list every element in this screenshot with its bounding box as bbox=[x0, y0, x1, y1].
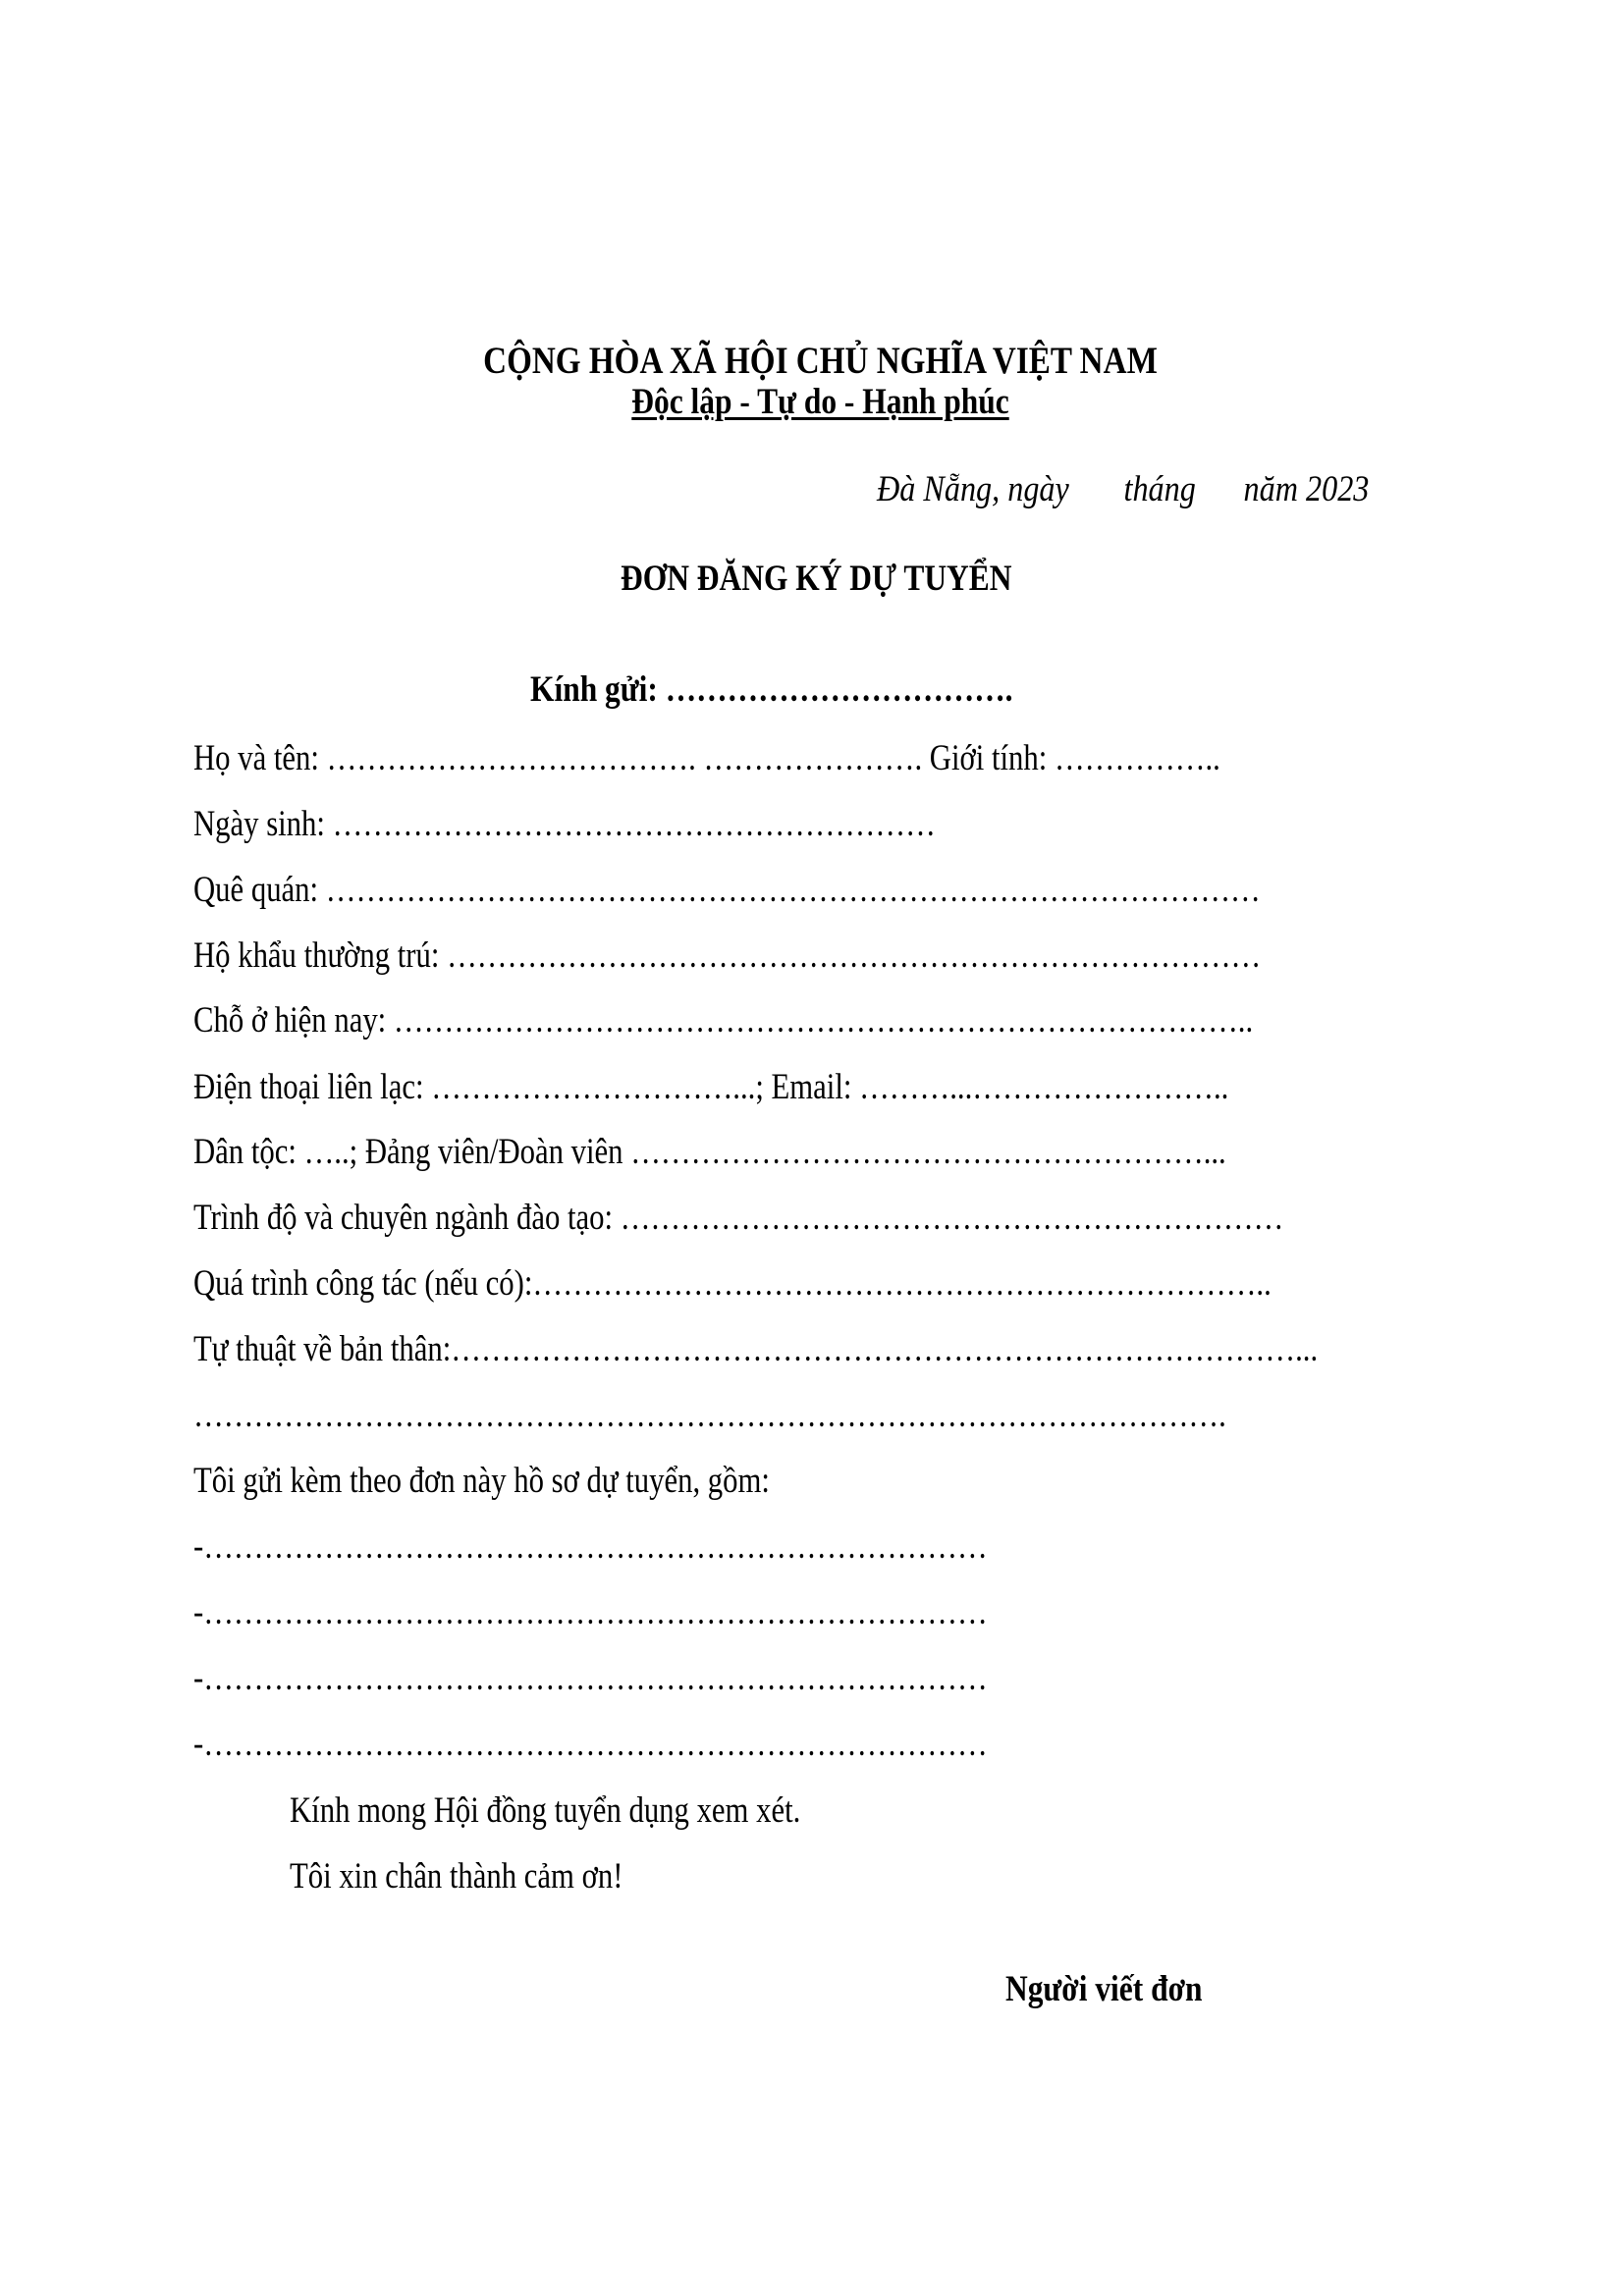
permanent-residence-blank[interactable]: ……………………………………………………………………… bbox=[447, 935, 1262, 976]
attachment-item[interactable]: -…………………………………………………………………… bbox=[193, 1592, 988, 1632]
document-title: ĐƠN ĐĂNG KÝ DỰ TUYỂN bbox=[621, 559, 1012, 599]
education-blank[interactable]: ………………………………………………………… bbox=[620, 1198, 1284, 1238]
self-description-label: Tự thuật về bản thân: bbox=[193, 1329, 452, 1369]
field-full-name bbox=[193, 740, 1220, 776]
recipient-line bbox=[530, 671, 1013, 708]
attachment-item[interactable]: -…………………………………………………………………… bbox=[193, 1724, 988, 1764]
full-name-label: Họ và tên: bbox=[193, 738, 319, 778]
gender-label: Giới tính: bbox=[929, 738, 1048, 778]
self-description-continuation[interactable]: …………………………………………………………………………………………. bbox=[193, 1395, 1226, 1435]
ethnicity-blank[interactable]: …..; bbox=[303, 1132, 358, 1172]
attachments-intro: Tôi gửi kèm theo đơn này hồ sơ dự tuyển, gồm: bbox=[193, 1461, 770, 1501]
attachment-item[interactable]: -…………………………………………………………………… bbox=[193, 1658, 988, 1698]
recipient-blank[interactable]: ……………………………. bbox=[665, 669, 1013, 710]
field-ethnicity-party bbox=[193, 1134, 1226, 1170]
motto: Độc lập - Tự do - Hạnh phúc bbox=[631, 382, 1009, 422]
hometown-blank[interactable]: ………………………………………………………………………………… bbox=[325, 870, 1261, 910]
phone-blank[interactable]: …………………………...; bbox=[431, 1067, 764, 1107]
field-work-history bbox=[193, 1265, 1272, 1302]
birth-date-label: Ngày sinh: bbox=[193, 804, 325, 844]
hometown-label: Quê quán: bbox=[193, 870, 319, 910]
party-member-label: Đảng viên/Đoàn viên bbox=[364, 1132, 623, 1172]
permanent-residence-label: Hộ khẩu thường trú: bbox=[193, 935, 440, 976]
phone-label: Điện thoại liên lạc: bbox=[193, 1067, 424, 1107]
work-history-blank[interactable]: ……………………………………………………………….. bbox=[532, 1263, 1272, 1304]
ethnicity-label: Dân tộc: bbox=[193, 1132, 297, 1172]
field-permanent-residence bbox=[193, 937, 1261, 974]
self-description-blank[interactable]: …………………………………………………………………………... bbox=[451, 1329, 1319, 1369]
recipient-label: Kính gửi: bbox=[530, 669, 658, 710]
date-line bbox=[877, 471, 1369, 507]
field-self-description bbox=[193, 1331, 1318, 1367]
gender-blank[interactable]: …………….. bbox=[1054, 738, 1220, 778]
current-address-blank[interactable]: ………………………………………………………………………….. bbox=[393, 1000, 1254, 1041]
date-year: năm 2023 bbox=[1243, 469, 1370, 509]
closing-request: Kính mong Hội đồng tuyển dụng xem xét. bbox=[290, 1790, 801, 1831]
current-address-label: Chỗ ở hiện nay: bbox=[193, 1000, 387, 1041]
closing-thanks: Tôi xin chân thành cảm ơn! bbox=[290, 1856, 623, 1896]
education-label: Trình độ và chuyên ngành đào tạo: bbox=[193, 1198, 614, 1238]
work-history-label: Quá trình công tác (nếu có): bbox=[193, 1263, 533, 1304]
field-contact bbox=[193, 1069, 1228, 1105]
date-month: tháng bbox=[1123, 469, 1196, 509]
field-birth-date bbox=[193, 806, 936, 842]
date-place-day: Đà Nẵng, ngày bbox=[877, 469, 1069, 509]
field-hometown bbox=[193, 872, 1261, 908]
email-label: Email: bbox=[771, 1067, 852, 1107]
field-education bbox=[193, 1200, 1283, 1236]
full-name-blank[interactable]: ………………………………. …………………. bbox=[326, 738, 923, 778]
email-blank[interactable]: ………...…………………….. bbox=[859, 1067, 1229, 1107]
attachment-item[interactable]: -…………………………………………………………………… bbox=[193, 1526, 988, 1567]
birth-date-blank[interactable]: …………………………………………………… bbox=[332, 804, 936, 844]
field-current-address bbox=[193, 1002, 1253, 1039]
country-header: CỘNG HÒA XÃ HỘI CHỦ NGHĨA VIỆT NAM bbox=[483, 340, 1158, 382]
signature-label: Người viết đơn bbox=[1005, 1969, 1203, 2009]
party-member-blank[interactable]: …………………………………………………... bbox=[630, 1132, 1226, 1172]
